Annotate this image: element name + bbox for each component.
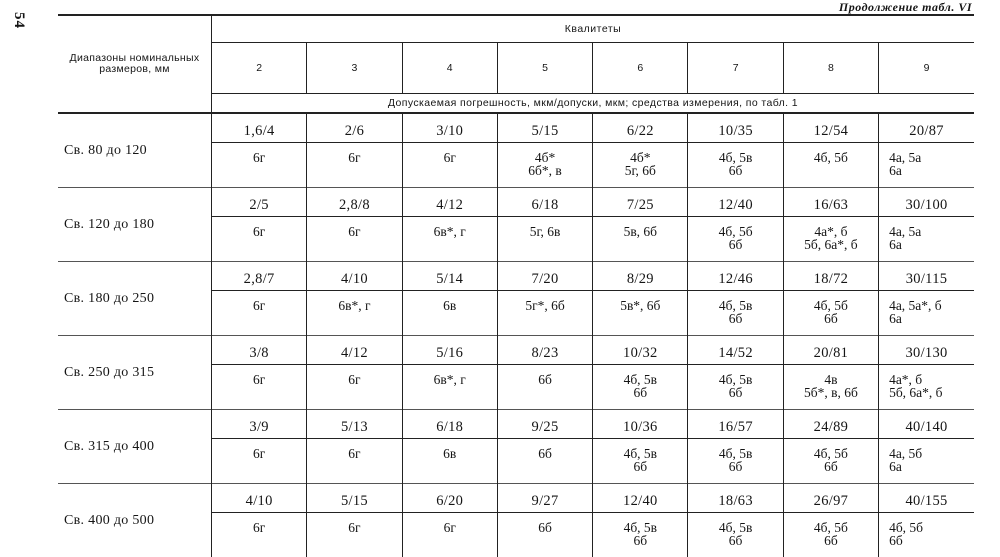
measuring-tool-cell: 6в (402, 291, 497, 336)
measuring-tool-cell: 4б, 5б 6б (783, 513, 878, 557)
tolerance-cell: 4/12 (307, 336, 402, 365)
tolerance-cell: 4/10 (211, 484, 306, 513)
quality-header: 9 (879, 43, 974, 94)
measuring-tool-cell: 4а, 5а 6а (879, 143, 974, 188)
size-range-label: Св. 250 до 315 (58, 336, 211, 410)
tolerance-row (58, 336, 974, 365)
tolerance-cell: 18/72 (783, 262, 878, 291)
measuring-tool-cell: 4б, 5в 6б (688, 365, 783, 410)
quality-header: 2 (211, 43, 306, 94)
tolerance-row (58, 410, 974, 439)
measuring-tool-cell: 6г (307, 143, 402, 188)
measuring-tool-cell: 5г, 6в (497, 217, 592, 262)
tolerance-cell: 14/52 (688, 336, 783, 365)
tolerance-cell: 26/97 (783, 484, 878, 513)
tolerance-cell: 10/32 (593, 336, 688, 365)
tolerance-cell: 1,6/4 (211, 113, 306, 143)
measuring-tool-cell: 6г (211, 143, 306, 188)
tolerance-cell: 10/36 (593, 410, 688, 439)
size-range-label: Св. 315 до 400 (58, 410, 211, 484)
units-note: Допускаемая погрешность, мкм/допуски, мкм; средства измерения, по табл. 1 (211, 94, 974, 114)
tolerance-cell: 30/115 (879, 262, 974, 291)
tolerance-cell: 3/10 (402, 113, 497, 143)
tolerance-cell: 40/140 (879, 410, 974, 439)
measuring-tool-cell: 5в*, 6б (593, 291, 688, 336)
size-range-label: Св. 400 до 500 (58, 484, 211, 557)
size-range-label: Св. 80 до 120 (58, 113, 211, 188)
tolerance-cell: 20/81 (783, 336, 878, 365)
tolerance-cell: 5/13 (307, 410, 402, 439)
tolerance-cell: 18/63 (688, 484, 783, 513)
tolerance-cell: 3/8 (211, 336, 306, 365)
measuring-tool-cell: 6г (402, 513, 497, 557)
tolerance-cell: 6/18 (402, 410, 497, 439)
measuring-tool-cell: 4в 5б*, в, 6б (783, 365, 878, 410)
measuring-tool-cell: 6в*, г (307, 291, 402, 336)
measuring-tool-cell: 5в, 6б (593, 217, 688, 262)
tolerance-cell: 4/12 (402, 188, 497, 217)
tolerance-table (58, 14, 974, 557)
measuring-tool-cell: 6г (211, 217, 306, 262)
measuring-tool-cell: 6в*, г (402, 365, 497, 410)
tolerance-row (58, 188, 974, 217)
measuring-tool-cell: 4б, 5б 6б (783, 291, 878, 336)
measuring-tool-cell: 4б, 5б 6б (688, 217, 783, 262)
measuring-tool-cell: 6г (307, 217, 402, 262)
page-number: 54 (10, 12, 27, 29)
measuring-tool-cell: 6б (497, 513, 592, 557)
measuring-tool-cell: 4б* 5г, 6б (593, 143, 688, 188)
measuring-tool-cell: 6б (497, 365, 592, 410)
qualities-header: Квалитеты (211, 15, 974, 43)
measuring-tool-cell: 4а, 5а 6а (879, 217, 974, 262)
measuring-tool-cell: 4б, 5б (783, 143, 878, 188)
tolerance-cell: 30/130 (879, 336, 974, 365)
tolerance-cell: 2,8/8 (307, 188, 402, 217)
measuring-tool-cell: 4б* 6б*, в (497, 143, 592, 188)
measuring-tool-cell: 4б, 5б 6б (783, 439, 878, 484)
quality-header: 8 (783, 43, 878, 94)
size-range-label: Св. 180 до 250 (58, 262, 211, 336)
measuring-tool-cell: 6г (211, 439, 306, 484)
tolerance-cell: 2/5 (211, 188, 306, 217)
measuring-tool-cell: 4б, 5в 6б (688, 143, 783, 188)
tolerance-cell: 3/9 (211, 410, 306, 439)
quality-header: 6 (593, 43, 688, 94)
tolerance-cell: 5/15 (307, 484, 402, 513)
tolerance-row (58, 262, 974, 291)
range-column-header: Диапазоны номинальных размеров, мм (58, 15, 211, 113)
quality-header: 3 (307, 43, 402, 94)
table-continuation-caption: Продолжение табл. VI (839, 0, 972, 15)
measuring-tool-cell: 4б, 5в 6б (593, 513, 688, 557)
measuring-tool-cell: 4а, 5а*, б 6а (879, 291, 974, 336)
tolerance-row (58, 484, 974, 513)
measuring-tool-cell: 6г (307, 439, 402, 484)
measuring-tool-cell: 4б, 5в 6б (593, 365, 688, 410)
tolerance-cell: 40/155 (879, 484, 974, 513)
tolerance-cell: 20/87 (879, 113, 974, 143)
measuring-tool-cell: 6г (211, 513, 306, 557)
measuring-tool-cell: 4а*, б 5б, 6а*, б (783, 217, 878, 262)
measuring-tool-cell: 4а, 5б 6а (879, 439, 974, 484)
table-body (58, 113, 974, 557)
quality-header: 4 (402, 43, 497, 94)
tolerance-cell: 6/22 (593, 113, 688, 143)
measuring-tool-cell: 6г (307, 365, 402, 410)
quality-header: 5 (497, 43, 592, 94)
tolerance-cell: 10/35 (688, 113, 783, 143)
size-range-label: Св. 120 до 180 (58, 188, 211, 262)
tolerance-cell: 4/10 (307, 262, 402, 291)
measuring-tool-cell: 4а*, б 5б, 6а*, б (879, 365, 974, 410)
measuring-tool-cell: 6в*, г (402, 217, 497, 262)
measuring-tool-cell: 6в (402, 439, 497, 484)
tolerance-cell: 12/46 (688, 262, 783, 291)
tolerance-cell: 30/100 (879, 188, 974, 217)
measuring-tool-cell: 5г*, 6б (497, 291, 592, 336)
tolerance-cell: 16/63 (783, 188, 878, 217)
quality-header: 7 (688, 43, 783, 94)
tolerance-cell: 9/27 (497, 484, 592, 513)
tolerance-cell: 9/25 (497, 410, 592, 439)
measuring-tool-cell: 4б, 5в 6б (593, 439, 688, 484)
tolerance-cell: 5/14 (402, 262, 497, 291)
tolerance-cell: 7/25 (593, 188, 688, 217)
tolerance-cell: 6/18 (497, 188, 592, 217)
tolerance-cell: 8/23 (497, 336, 592, 365)
tolerance-cell: 2,8/7 (211, 262, 306, 291)
tolerance-cell: 6/20 (402, 484, 497, 513)
measuring-tool-cell: 4б, 5в 6б (688, 439, 783, 484)
measuring-tool-cell: 6г (402, 143, 497, 188)
tolerance-cell: 8/29 (593, 262, 688, 291)
tolerance-cell: 24/89 (783, 410, 878, 439)
tolerance-cell: 16/57 (688, 410, 783, 439)
tolerance-cell: 7/20 (497, 262, 592, 291)
tolerance-cell: 5/16 (402, 336, 497, 365)
measuring-tool-cell: 6г (211, 365, 306, 410)
tolerance-cell: 5/15 (497, 113, 592, 143)
tolerance-cell: 2/6 (307, 113, 402, 143)
measuring-tool-cell: 6г (211, 291, 306, 336)
tolerance-cell: 12/40 (593, 484, 688, 513)
measuring-tool-cell: 4б, 5б 6б (879, 513, 974, 557)
measuring-tool-cell: 4б, 5в 6б (688, 291, 783, 336)
measuring-tool-cell: 4б, 5в 6б (688, 513, 783, 557)
measuring-tool-cell: 6б (497, 439, 592, 484)
tolerance-cell: 12/40 (688, 188, 783, 217)
tolerance-row (58, 113, 974, 143)
tolerance-cell: 12/54 (783, 113, 878, 143)
measuring-tool-cell: 6г (307, 513, 402, 557)
